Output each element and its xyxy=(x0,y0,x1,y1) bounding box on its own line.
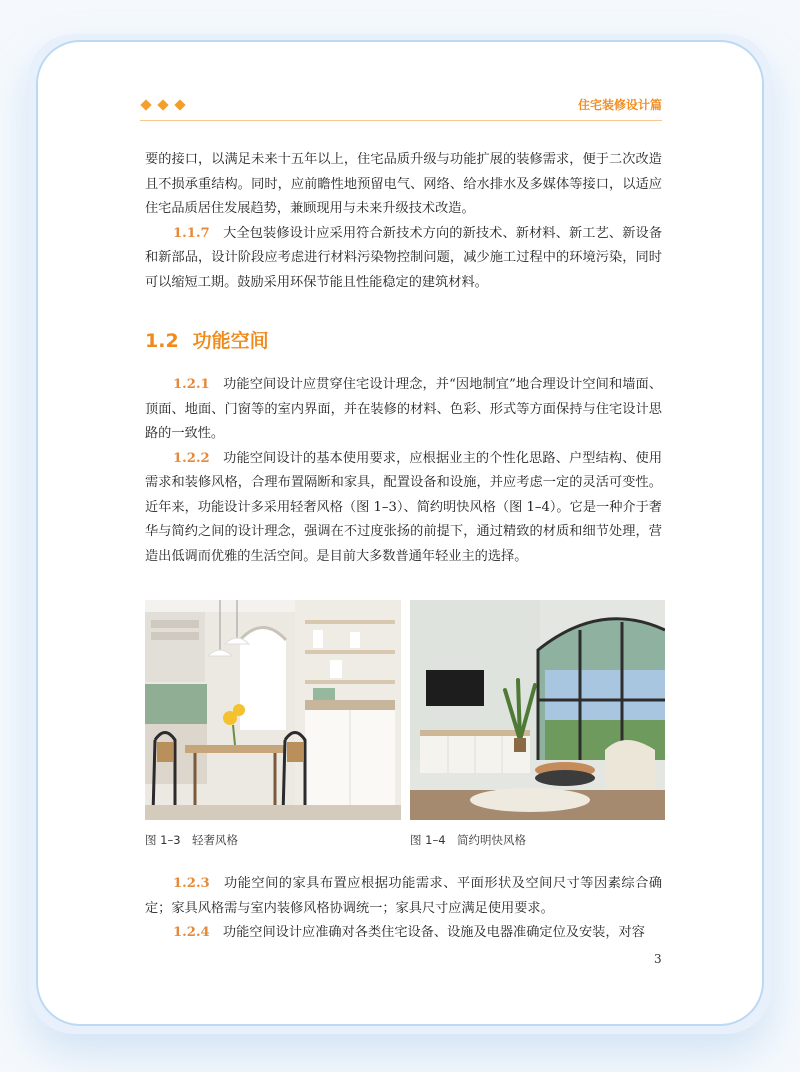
clause-text: 大全包装修设计应采用符合新技术方向的新技术、新材料、新工艺、新设备和新部品，设计阶段应考虑进行材料污染物控制问题，减少施工过程中的环境污染，同时可以缩短工期。鼓励采用环保节能且性能稳定的建筑材料。 xyxy=(145,225,663,290)
figure-light-luxury-photo xyxy=(145,600,401,820)
diamond-icon xyxy=(157,99,168,110)
clause-text: 功能空间设计的基本使用要求，应根据业主的个性化思路、户型结构、使用需求和装修风格，合理布置隔断和家具，配置设备和设施，并应考虑一定的灵活可变性。近年来，功能设计多采用轻奢风格（图 1–3）、简约明快风格（图 1–4）。它是一种介于奢华与简约之间的设计理念，强调在不过度张扬的前提下，通过精致的材质和细节处理，营造出低调而优雅的生活空间。是目前大多数普通年轻业主的选择。 xyxy=(145,450,663,564)
clause-number: 1.1.7 xyxy=(173,225,210,241)
header-title: 住宅装修设计篇 xyxy=(577,98,662,112)
running-header xyxy=(140,96,662,118)
clause-number: 1.2.3 xyxy=(173,876,210,891)
clause-text: 功能空间设计应准确对各类住宅设备、设施及电器准确定位及安装，对容 xyxy=(222,925,645,940)
paragraph-intro: 要的接口，以满足未来十五年以上，住宅品质升级与功能扩展的装修需求，便于二次改造且不损承重结构。同时，应前瞻性地预留电气、网络、给水排水及多媒体等接口，以适应住宅品质居住发展趋势，兼顾现用与未来升级技术改造。 xyxy=(145,152,662,216)
paragraph-1-1-7 xyxy=(145,222,662,296)
body-text-bottom xyxy=(145,872,662,946)
living-room-illustration xyxy=(410,600,665,820)
diamond-ornament xyxy=(140,98,186,112)
body-text-top xyxy=(145,148,662,295)
clause-number: 1.2.4 xyxy=(173,925,210,940)
figure-simple-bright-photo xyxy=(410,600,665,820)
diamond-icon xyxy=(140,99,151,110)
section-number: 1.2 xyxy=(145,330,179,352)
clause-number: 1.2.1 xyxy=(173,377,210,392)
section-heading xyxy=(145,326,269,353)
body-text-middle xyxy=(145,373,662,569)
diamond-icon xyxy=(174,99,185,110)
paragraph-1-2-3 xyxy=(145,872,662,921)
page-number: 3 xyxy=(654,952,662,966)
clause-text: 功能空间的家具布置应根据功能需求、平面形状及空间尺寸等因素综合确定；家具风格需与室内装修风格协调统一；家具尺寸应满足使用要求。 xyxy=(145,876,663,916)
paragraph-1-2-2 xyxy=(145,447,662,570)
clause-text: 功能空间设计应贯穿住宅设计理念，并“因地制宜”地合理设计空间和墙面、顶面、地面、门窗等的室内界面，并在装修的材料、色彩、形式等方面保持与住宅设计思路的一致性。 xyxy=(145,377,663,441)
figure-caption-1-4: 图 1–4 简约明快风格 xyxy=(410,833,527,847)
figure-caption-1-3: 图 1–3 轻奢风格 xyxy=(145,833,239,847)
clause-number: 1.2.2 xyxy=(173,450,210,466)
section-title: 功能空间 xyxy=(192,330,269,352)
dining-room-illustration xyxy=(145,600,401,820)
paragraph-1-2-1 xyxy=(145,373,662,447)
header-rule xyxy=(140,120,662,121)
paragraph-1-2-4 xyxy=(145,921,662,946)
